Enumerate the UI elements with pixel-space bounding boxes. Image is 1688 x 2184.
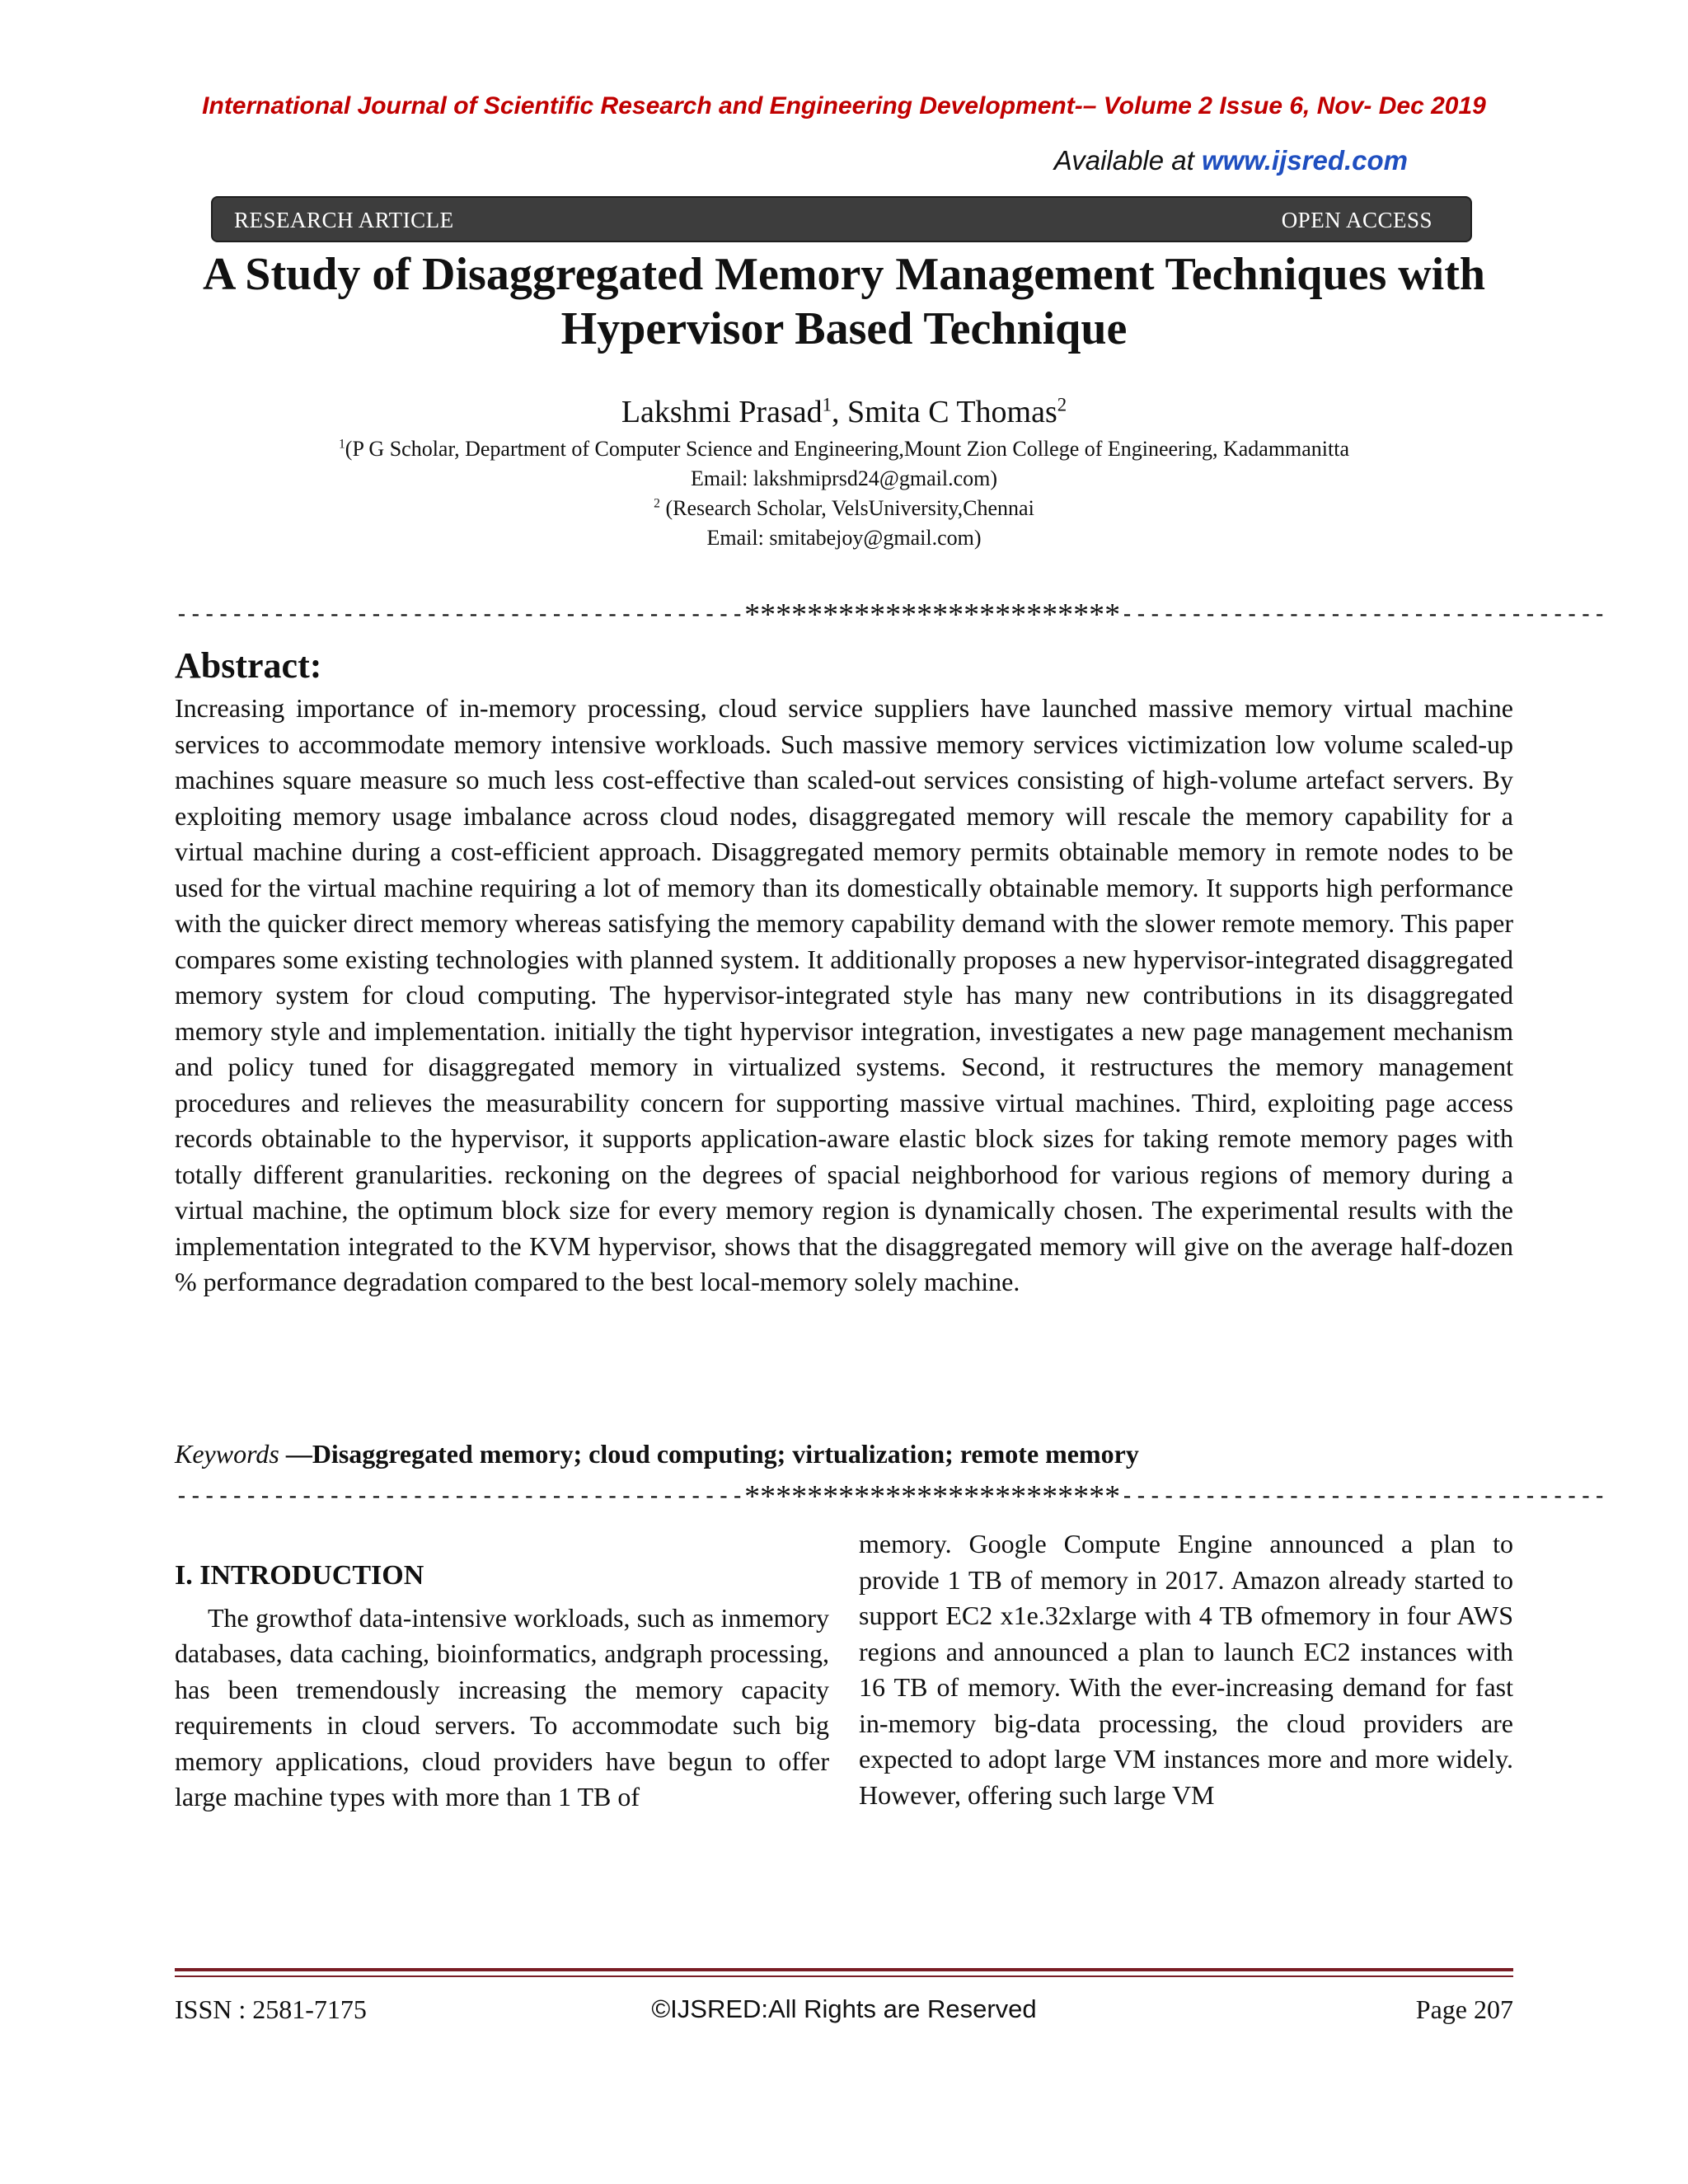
research-article-label: RESEARCH ARTICLE	[234, 208, 454, 232]
affiliation-2-sup: 2	[654, 496, 660, 511]
separator-top-stars: ************************	[744, 598, 1121, 632]
journal-url-link[interactable]: www.ijsred.com	[1201, 145, 1408, 176]
available-prefix: Available at	[1053, 145, 1202, 176]
author-1-sup: 1	[822, 394, 832, 415]
separator-top-right: -----------------------------------	[1120, 600, 1607, 627]
affiliation-2	[0, 496, 1688, 521]
footer-rule-thick	[175, 1968, 1513, 1971]
affiliation-1-sup: 1	[338, 437, 345, 452]
separator-bottom-right: -----------------------------------	[1120, 1482, 1607, 1509]
footer-page-number: Page 207	[1415, 1994, 1513, 2024]
separator-top	[175, 593, 1607, 632]
title-line-2: Hypervisor Based Technique	[560, 303, 1128, 354]
introduction-left-column	[175, 1558, 829, 1816]
affiliation-2-text: (Research Scholar, VelsUniversity,Chennai	[659, 496, 1034, 520]
keywords-line	[175, 1439, 1513, 1469]
availability-line	[1054, 145, 1408, 176]
footer-issn: ISSN : 2581-7175	[175, 1994, 367, 2024]
email-1: Email: lakshmiprsd24@gmail.com)	[691, 466, 997, 490]
introduction-heading: I. INTRODUCTION	[175, 1560, 424, 1591]
author-2-sup: 2	[1057, 394, 1067, 415]
keywords-text: —Disaggregated memory; cloud computing; virtualization; remote memory	[279, 1439, 1139, 1469]
author-separator: ,	[832, 395, 848, 429]
footer-rights: ©IJSRED:All Rights are Reserved	[651, 1994, 1037, 2023]
email-2: Email: smitabejoy@gmail.com)	[706, 526, 982, 550]
article-banner	[211, 196, 1472, 242]
journal-header: International Journal of Scientific Research and Engineering Development-– Volume 2 Issue 6, Nov- Dec 2019	[202, 92, 1486, 120]
abstract-text: Increasing importance of in-memory processing, cloud service suppliers have launched massive memory virtual machine services to accommodate memory intensive workloads. Such massive memory services victimization low volume scaled-up machines square measure so much less cost-effective than scaled-out services consisting of high-volume artefact servers. By exploiting memory usage imbalance across cloud nodes, disaggregated memory will rescale the memory capability for a virtual machine during a cost-efficient approach. Disaggregated memory permits obtainable memory in remote nodes to be used for the virtual machine requiring a lot of memory than its domestically obtainable memory. It supports high performance with the quicker direct memory whereas satisfying the memory capability demand with the slower remote memory. This paper compares some existing technologies with planned system. It additionally proposes a new hypervisor-integrated disaggregated memory system for cloud computing. The hypervisor-integrated style has many new contributions in its disaggregated memory style and implementation. initially the tight hypervisor integration, investigates a new page management mechanism and policy tuned for disaggregated memory in virtualized systems. Second, it restructures the memory management procedures and relieves the measurability concern for supporting massive virtual machines. Third, exploiting page access records obtainable to the hypervisor, it supports application-aware elastic block sizes for taking remote memory pages with totally different granularities. reckoning on the degrees of spacial neighborhood for various regions of memory during a virtual machine, the optimum block size for every memory region is dynamically chosen. The experimental results with the implementation integrated to the KVM hypervisor, shows that the disaggregated memory will give on the average half-dozen % performance degradation compared to the best local-memory solely machine.	[175, 693, 1513, 1296]
title-line-1: A Study of Disaggregated Memory Management Techniques with	[202, 249, 1486, 300]
author-1: Lakshmi Prasad	[621, 395, 823, 429]
separator-bottom-stars: ************************	[744, 1479, 1121, 1514]
affiliation-1-text: (P G Scholar, Department of Computer Science and Engineering,Mount Zion College of Engineering, Kadammanitta	[345, 437, 1350, 461]
open-access-label: OPEN ACCESS	[1281, 208, 1432, 232]
separator-top-left: -----------------------------------------	[175, 600, 745, 627]
footer-rule-thin	[175, 1975, 1513, 1977]
separator-bottom-left: -----------------------------------------	[175, 1482, 745, 1509]
paper-title	[124, 247, 1564, 356]
author-2: Smita C Thomas	[847, 395, 1057, 429]
introduction-left-text: The growthof data-intensive workloads, such as inmemory databases, data caching, bioinformatics, andgraph processing, has been tremendously increasing the memory capacity requirements in cloud servers. To accommodate such big memory applications, cloud providers have begun to offer large machine types with more than 1 TB of	[175, 1602, 829, 1811]
affiliation-1	[0, 437, 1688, 462]
introduction-right-text: memory. Google Compute Engine announced a plan to provide 1 TB of memory in 2017. Amazon already started to support EC2 x1e.32xlarge with 4 TB ofmemory in four AWS regions and announced a plan to launch EC2 instances with 16 TB of memory. With the ever-increasing demand for fast in-memory big-data processing, the cloud providers are expected to adopt large VM instances more and more widely. However, offering such large VM	[859, 1529, 1513, 1810]
introduction-right-column	[859, 1526, 1513, 1813]
abstract-heading: Abstract:	[175, 645, 322, 686]
author-list	[0, 394, 1688, 430]
separator-bottom	[175, 1475, 1607, 1514]
keywords-label: Keywords	[175, 1439, 279, 1469]
